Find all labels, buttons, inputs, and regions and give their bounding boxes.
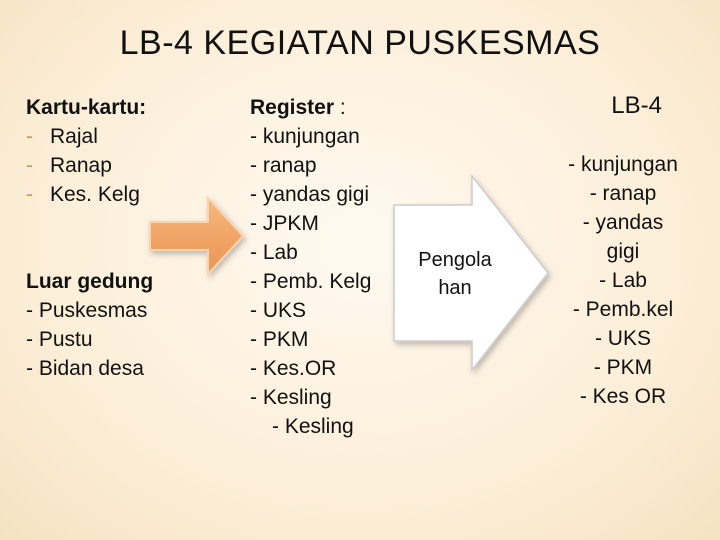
list-item: - ranap <box>589 182 657 205</box>
list-item: - Kes OR <box>579 385 667 408</box>
outdoor-heading: Luar gedung <box>26 270 154 293</box>
list-item: - ranap <box>250 154 317 177</box>
source-column <box>26 93 153 383</box>
list-item: - Puskesmas <box>26 299 148 322</box>
list-item: - Kes.OR <box>250 357 337 380</box>
list-item: - UKS <box>594 327 651 350</box>
list-item: - UKS <box>250 299 307 322</box>
cards-heading: Kartu-kartu: <box>26 96 147 119</box>
list-item: - kunjungan <box>568 153 678 176</box>
list-item: - Kesling <box>250 386 332 409</box>
list-item: - Lab <box>599 269 647 292</box>
report-column <box>548 91 698 411</box>
register-heading-text: Register <box>250 96 335 119</box>
list-item: - Pemb.kel <box>572 298 674 321</box>
processing-label-line1: Pengola <box>418 249 492 271</box>
list-item-label: Ranap <box>50 154 112 177</box>
list-item: - JPKM <box>250 212 319 235</box>
list-item: - kunjungan <box>250 125 360 148</box>
processing-label-line2: han <box>438 277 472 299</box>
list-item: - Kesling <box>272 415 354 438</box>
outdoor-group <box>26 267 153 383</box>
slide-title: LB-4 KEGIATAN PUSKESMAS <box>119 24 601 62</box>
list-item: - PKM <box>250 328 309 351</box>
list-item: - yandas <box>582 211 664 234</box>
orange-arrow-icon <box>150 198 243 274</box>
list-item-label: Rajal <box>50 125 98 148</box>
list-item: - yandas gigi <box>250 183 370 206</box>
report-heading: LB-4 <box>611 92 662 119</box>
register-heading-suffix: : <box>334 96 346 119</box>
dash-bullet-icon: - <box>26 183 33 206</box>
list-item: - Bidan desa <box>26 357 144 380</box>
list-item <box>26 180 153 209</box>
dash-bullet-icon: - <box>26 154 33 177</box>
register-heading <box>250 93 371 122</box>
list-item <box>26 151 153 180</box>
register-column <box>250 93 371 441</box>
list-item: - Pemb. Kelg <box>250 270 372 293</box>
list-item-label: Kes. Kelg <box>50 183 140 206</box>
list-item: - PKM <box>593 356 653 379</box>
processing-arrow-label <box>400 246 510 302</box>
list-item: - Lab <box>250 241 298 264</box>
list-item: gigi <box>606 240 640 263</box>
list-item: - Pustu <box>26 328 93 351</box>
list-item <box>26 122 153 151</box>
dash-bullet-icon: - <box>26 125 33 148</box>
